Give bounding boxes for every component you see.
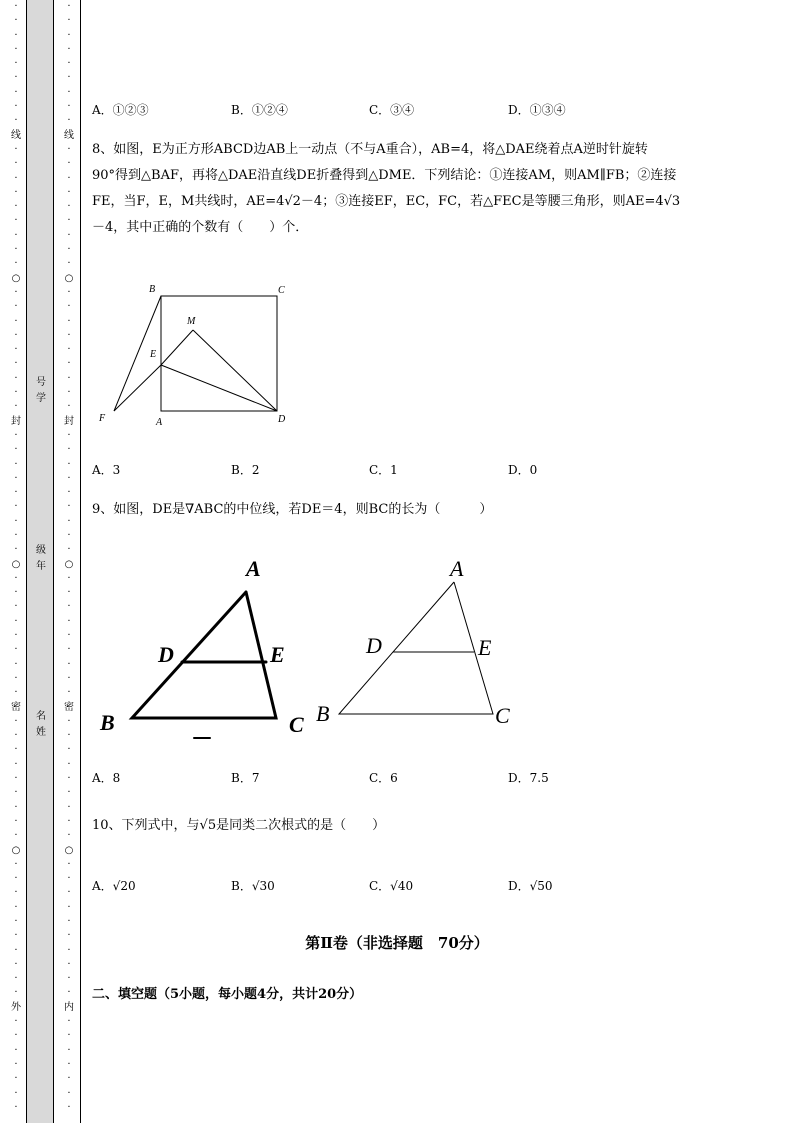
field-name [34, 709, 48, 741]
binding-dot: · [14, 472, 18, 484]
binding-dot: · [67, 958, 71, 970]
binding-dot: · [67, 944, 71, 956]
binding-dot: · [67, 58, 71, 70]
q8-figure [92, 278, 302, 433]
binding-dot: · [67, 815, 71, 827]
binding-dot: · [67, 1073, 71, 1085]
field-label [34, 543, 48, 575]
binding-dot: · [14, 301, 18, 313]
binding-circle: ○ [11, 844, 21, 856]
option-a: A．√20 [92, 879, 136, 893]
binding-dot: · [14, 58, 18, 70]
field-char: 级 [36, 545, 46, 556]
option-c: C．6 [369, 771, 398, 785]
field-char: 学 [36, 393, 46, 404]
binding-dot: · [14, 501, 18, 513]
binding-dot: · [14, 1, 18, 12]
binding-label: 封 [64, 415, 74, 427]
question-line: FE，当F，E，M共线时，AE=4√2－4；③连接EF，EC，FC，若△FEC是等腰三角形，则AE=4√3 [92, 194, 681, 209]
option-b: B．√30 [231, 879, 275, 893]
binding-dot: · [14, 730, 18, 742]
option-d: D．7.5 [508, 771, 549, 785]
binding-dot: · [14, 930, 18, 942]
hand-label-e: E [270, 642, 285, 667]
question-line: 90°得到△BAF，再将△DAE沿直线DE折叠得到△DME．下列结论：①连接AM，则AM∥FB；②连接 [92, 168, 677, 183]
option-c: C．1 [369, 463, 398, 477]
binding-dot: · [14, 1058, 18, 1070]
binding-dot: · [14, 372, 18, 384]
binding-dot: · [14, 1073, 18, 1085]
binding-dot: · [14, 1101, 18, 1113]
binding-dot: · [67, 501, 71, 513]
question-8 [92, 138, 732, 240]
hand-label-b: B [100, 710, 115, 735]
option-c: C．③④ [369, 103, 415, 117]
binding-dot: · [67, 587, 71, 599]
field-label [34, 709, 48, 741]
binding-label: 密 [11, 701, 21, 713]
option-a: A．①②③ [92, 103, 149, 117]
binding-dot: · [14, 315, 18, 327]
binding-dot: · [67, 630, 71, 642]
binding-circle: ○ [64, 844, 74, 856]
option-c: C．√40 [369, 879, 414, 893]
q7-options [92, 101, 692, 121]
binding-dot: · [67, 429, 71, 441]
binding-dot: · [67, 901, 71, 913]
binding-dot: · [14, 229, 18, 241]
binding-dot: · [67, 101, 71, 113]
binding-dot: · [14, 186, 18, 198]
binding-dot: · [14, 387, 18, 399]
label-a: A [156, 417, 163, 428]
binding-dot: · [67, 515, 71, 527]
binding-dot: · [67, 15, 71, 27]
binding-dot: · [67, 801, 71, 813]
print-label-d: D [366, 633, 382, 658]
binding-dot: · [14, 815, 18, 827]
binding-dot: · [14, 201, 18, 213]
binding-dot: · [14, 115, 18, 127]
binding-dot: · [67, 973, 71, 985]
binding-dot: · [67, 715, 71, 727]
section-subtitle: 二、填空题（5小题，每小题4分，共计20分） [92, 987, 363, 1002]
binding-dot: · [14, 15, 18, 27]
binding-dot: · [14, 1044, 18, 1056]
binding-dot: · [67, 672, 71, 684]
q10-options [92, 877, 692, 897]
binding-dot: · [14, 544, 18, 556]
binding-dot: · [14, 944, 18, 956]
field-student-id [34, 375, 48, 407]
option-b: B．2 [231, 463, 260, 477]
hand-label-d: D [158, 642, 174, 667]
binding-dot: · [67, 458, 71, 470]
binding-dot: · [14, 615, 18, 627]
option-b: B．①②④ [231, 103, 288, 117]
binding-label: 密 [64, 701, 74, 713]
binding-dot: · [67, 301, 71, 313]
label-c: C [278, 285, 285, 296]
question-line: －4，其中正确的个数有（ ）个． [92, 220, 309, 235]
binding-label: 线 [11, 129, 21, 141]
binding-dot: · [67, 1, 71, 12]
outer-dot-column [10, 0, 22, 1123]
q9-options [92, 769, 692, 789]
binding-dot: · [67, 1016, 71, 1028]
binding-label: 线 [64, 129, 74, 141]
binding-dot: · [67, 372, 71, 384]
binding-line [80, 0, 81, 1123]
field-label [34, 375, 48, 407]
q8-options [92, 461, 692, 481]
label-m: M [187, 316, 196, 327]
binding-dot: · [67, 186, 71, 198]
print-label-b: B [316, 701, 330, 726]
hand-label-a: A [246, 556, 261, 581]
binding-dot: · [14, 172, 18, 184]
q9-figures [96, 552, 526, 747]
binding-dot: · [67, 830, 71, 842]
binding-dot: · [67, 344, 71, 356]
binding-dot: · [14, 1030, 18, 1042]
binding-dot: · [67, 329, 71, 341]
binding-dot: · [14, 244, 18, 256]
binding-dot: · [67, 529, 71, 541]
label-f: F [99, 413, 106, 424]
binding-dot: · [67, 615, 71, 627]
binding-dot: · [67, 43, 71, 55]
binding-dot: · [14, 773, 18, 785]
binding-dot: · [14, 801, 18, 813]
inner-dot-column [63, 0, 75, 1123]
option-b: B．7 [231, 771, 260, 785]
binding-dot: · [14, 758, 18, 770]
option-d: D．①③④ [508, 103, 566, 117]
segment-ed [161, 365, 277, 411]
binding-dot: · [67, 987, 71, 999]
binding-dot: · [67, 758, 71, 770]
binding-dot: · [14, 515, 18, 527]
binding-dot: · [14, 744, 18, 756]
binding-dot: · [14, 672, 18, 684]
binding-label: 外 [11, 1001, 21, 1013]
option-a: A．8 [92, 771, 121, 785]
binding-dot: · [14, 329, 18, 341]
binding-dot: · [14, 215, 18, 227]
binding-dot: · [67, 286, 71, 298]
binding-dot: · [14, 1087, 18, 1099]
binding-dot: · [14, 429, 18, 441]
binding-dot: · [67, 86, 71, 98]
binding-dot: · [14, 658, 18, 670]
binding-dot: · [14, 687, 18, 699]
binding-dot: · [67, 115, 71, 127]
binding-dot: · [14, 858, 18, 870]
binding-label: 内 [64, 1001, 74, 1013]
binding-dot: · [14, 973, 18, 985]
binding-dot: · [14, 444, 18, 456]
binding-dot: · [14, 529, 18, 541]
binding-dot: · [14, 630, 18, 642]
binding-dot: · [67, 29, 71, 41]
binding-dot: · [67, 172, 71, 184]
binding-dot: · [67, 244, 71, 256]
option-d: D．√50 [508, 879, 553, 893]
binding-dot: · [67, 1044, 71, 1056]
binding-dot: · [67, 444, 71, 456]
binding-dot: · [14, 601, 18, 613]
binding-dot: · [14, 873, 18, 885]
binding-dot: · [67, 358, 71, 370]
question-9 [92, 498, 732, 522]
binding-dot: · [67, 858, 71, 870]
binding-dot: · [67, 744, 71, 756]
binding-dot: · [14, 29, 18, 41]
binding-dot: · [14, 72, 18, 84]
field-char: 号 [36, 377, 46, 388]
binding-dot: · [14, 901, 18, 913]
binding-dot: · [67, 1058, 71, 1070]
binding-dot: · [14, 987, 18, 999]
binding-dot: · [14, 1016, 18, 1028]
binding-circle: ○ [64, 558, 74, 570]
binding-dot: · [14, 587, 18, 599]
binding-dot: · [67, 215, 71, 227]
binding-dot: · [67, 730, 71, 742]
binding-dot: · [67, 658, 71, 670]
hand-triangle [132, 592, 276, 718]
binding-dot: · [67, 487, 71, 499]
field-char: 年 [36, 561, 46, 572]
question-line: 8、如图，E为正方形ABCD边AB上一动点（不与A重合），AB=4，将△DAE绕着点A逆时针旋转 [92, 142, 648, 157]
binding-dot: · [14, 401, 18, 413]
field-char: 名 [36, 711, 46, 722]
binding-dot: · [14, 101, 18, 113]
binding-dot: · [67, 873, 71, 885]
binding-dot: · [14, 887, 18, 899]
binding-dot: · [67, 229, 71, 241]
binding-dot: · [67, 1101, 71, 1113]
binding-dot: · [67, 1030, 71, 1042]
binding-dot: · [67, 158, 71, 170]
segment-fe [114, 365, 161, 411]
segment-em [161, 330, 193, 365]
binding-dot: · [14, 458, 18, 470]
binding-dot: · [67, 930, 71, 942]
binding-dot: · [14, 43, 18, 55]
binding-dot: · [67, 72, 71, 84]
binding-dot: · [67, 201, 71, 213]
option-d: D．0 [508, 463, 538, 477]
binding-dot: · [14, 358, 18, 370]
binding-dot: · [67, 401, 71, 413]
binding-dot: · [14, 644, 18, 656]
binding-dot: · [67, 258, 71, 270]
binding-dot: · [67, 387, 71, 399]
print-label-e: E [478, 635, 492, 660]
binding-dot: · [14, 916, 18, 927]
binding-dot: · [14, 258, 18, 270]
question-10 [92, 814, 732, 838]
binding-dot: · [67, 544, 71, 556]
binding-circle: ○ [11, 272, 21, 284]
label-d: D [278, 414, 286, 425]
print-label-c: C [495, 703, 510, 728]
hand-label-c: C [289, 712, 304, 737]
label-e: E [150, 349, 157, 360]
field-char: 姓 [36, 727, 46, 738]
binding-dot: · [67, 472, 71, 484]
binding-dot: · [14, 715, 18, 727]
binding-dot: · [14, 572, 18, 584]
binding-dot: · [67, 887, 71, 899]
binding-dot: · [67, 601, 71, 613]
binding-dot: · [67, 1087, 71, 1099]
label-b: B [149, 284, 156, 295]
question-line: 10、下列式中，与√5是同类二次根式的是（ ） [92, 818, 386, 833]
binding-dot: · [67, 572, 71, 584]
binding-dot: · [14, 158, 18, 170]
binding-dot: · [67, 143, 71, 155]
binding-dot: · [14, 787, 18, 799]
binding-dot: · [14, 958, 18, 970]
binding-dot: · [67, 644, 71, 656]
binding-dot: · [14, 86, 18, 98]
segment-md [193, 330, 277, 411]
binding-circle: ○ [11, 558, 21, 570]
binding-dot: · [67, 315, 71, 327]
binding-dot: · [67, 787, 71, 799]
binding-label: 封 [11, 415, 21, 427]
binding-dot: · [67, 773, 71, 785]
binding-dot: · [67, 916, 71, 927]
print-label-a: A [450, 556, 464, 581]
binding-dot: · [14, 830, 18, 842]
print-triangle [339, 582, 493, 714]
field-grade [34, 543, 48, 575]
binding-dot: · [14, 487, 18, 499]
binding-dot: · [14, 143, 18, 155]
binding-dot: · [14, 286, 18, 298]
option-a: A．3 [92, 463, 121, 477]
question-line: 9、如图，DE是∇ABC的中位线，若DE＝4，则BC的长为（ ） [92, 502, 493, 517]
section-title: 第Ⅱ卷（非选择题 70分） [305, 934, 489, 952]
binding-dot: · [14, 344, 18, 356]
binding-circle: ○ [64, 272, 74, 284]
binding-dot: · [67, 687, 71, 699]
